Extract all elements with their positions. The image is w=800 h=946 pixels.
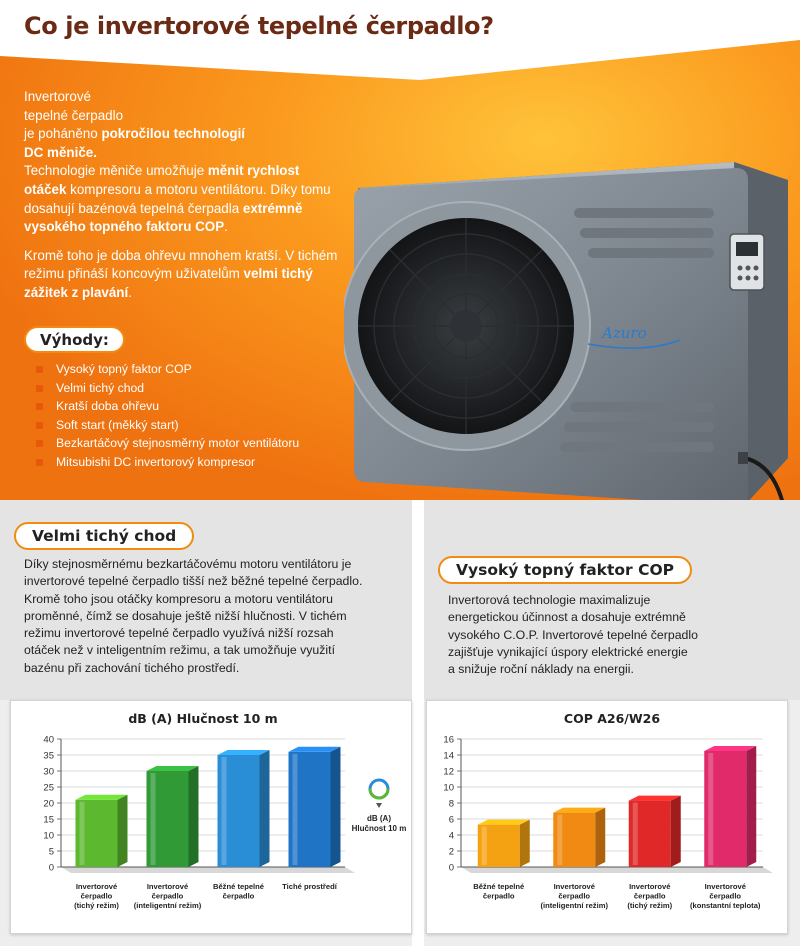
bar	[629, 796, 681, 867]
y-tick-label: 2	[448, 846, 454, 858]
benefit-item: Soft start (měkký start)	[36, 416, 299, 435]
body-text: Invertorové	[24, 89, 91, 104]
x-tick-label: (inteligentní režim)	[540, 901, 609, 910]
legend	[352, 780, 407, 833]
body-text: .	[128, 284, 132, 300]
chart-floor	[461, 867, 773, 873]
x-tick-label: Invertorové	[75, 882, 118, 891]
x-tick-label: čerpadlo	[222, 891, 255, 901]
x-tick-label: Běžné tepelné	[212, 882, 265, 891]
y-tick-label: 35	[43, 750, 54, 762]
brand-logo: Azuro	[602, 324, 647, 342]
x-tick-label: čerpadlo	[558, 891, 591, 901]
y-tick-label: 20	[43, 798, 54, 810]
page-title: Co je invertorové tepelné čerpadlo?	[24, 12, 494, 40]
chart-title: dB (A) Hlučnost 10 m	[128, 711, 278, 726]
quiet-heading: Velmi tichý chod	[14, 522, 194, 550]
column-gap	[412, 500, 424, 946]
x-tick-label: čerpadlo	[80, 891, 113, 901]
benefits-list	[36, 360, 299, 472]
noise-chart-svg	[11, 701, 413, 935]
x-tick-label: čerpadlo	[482, 891, 515, 901]
highlight-text: velmi tichý zážitek z plavání	[24, 266, 313, 300]
bar	[76, 795, 128, 867]
x-tick-label: Běžné tepelné	[473, 882, 525, 891]
x-tick-label: (tichý režim)	[627, 901, 673, 910]
y-tick-label: 16	[443, 734, 454, 746]
bullet-icon	[36, 440, 43, 447]
cop-chart	[426, 700, 788, 934]
y-tick-label: 15	[43, 814, 54, 826]
cop-heading: Vysoký topný faktor COP	[438, 556, 692, 584]
body-text: kompresoru a motoru ventilátoru. Díky tomu dosahují bazénová tepelná čerpadla	[24, 181, 331, 216]
y-tick-label: 6	[448, 814, 454, 826]
y-tick-label: 10	[43, 830, 54, 842]
benefit-item: Bezkartáčový stejnosměrný motor ventilátoru	[36, 434, 299, 453]
bullet-icon	[36, 366, 43, 373]
quiet-text: Díky stejnosměrnému bezkartáčovému motoru ventilátoru je invertorové tepelné čerpadlo tišší než běžné tepelné čerpadlo. Kromě toho jsou otáčky kompresoru a motoru ventilátoru proměnné, čímž se dosahuje ještě nižší hlučnosti. V tichém režimu invertorové tepelné čerpadlo využívá nižší rozsah otáček než v inteligentním režimu, a tak umožňuje využití bazénu při zachování tichého prostředí.	[24, 557, 363, 675]
highlight-text: DC měniče.	[24, 144, 97, 160]
y-tick-label: 10	[443, 782, 454, 794]
x-tick-label: (tichý režim)	[74, 901, 119, 910]
intro-paragraph-2	[24, 247, 344, 303]
bullet-icon	[36, 403, 43, 410]
intro-text	[24, 88, 344, 313]
y-tick-label: 0	[48, 862, 54, 874]
x-tick-label: (konstantní teplota)	[690, 901, 761, 910]
x-tick-label: Tiché prostředí	[282, 882, 337, 891]
body-text: tepelné čerpadlo	[24, 107, 124, 123]
x-tick-label: čerpadlo	[709, 891, 742, 901]
highlight-text: pokročilou technologií	[101, 126, 246, 142]
y-tick-label: 40	[43, 734, 54, 746]
intro-paragraph-1	[24, 88, 344, 237]
bar	[147, 766, 199, 867]
y-tick-label: 12	[443, 766, 454, 778]
heat-pump-image	[344, 158, 800, 500]
bar	[478, 820, 530, 867]
body-text: Kromě toho je doba ohřevu mnohem kratší. V tichém režimu přináší koncovým uživatelům	[24, 247, 338, 282]
benefit-item: Velmi tichý chod	[36, 379, 299, 398]
y-tick-label: 8	[448, 798, 454, 810]
highlight-text: extrémně vysokého topného faktoru COP	[24, 200, 303, 235]
x-tick-label: (inteligentní režim)	[133, 901, 202, 910]
bar	[704, 746, 756, 867]
cop-chart-svg	[427, 701, 789, 935]
x-tick-label: čerpadlo	[633, 891, 666, 901]
title-bar	[0, 0, 800, 60]
legend-label: dB (A)	[367, 814, 391, 823]
quiet-panel	[0, 500, 412, 700]
body-text: je poháněno	[24, 126, 102, 142]
bullet-icon	[36, 422, 43, 429]
chart-title: COP A26/W26	[563, 711, 661, 726]
benefit-item: Mitsubishi DC invertorový kompresor	[36, 453, 299, 472]
body-text: Technologie měniče umožňuje	[24, 163, 208, 179]
benefit-item: Kratší doba ohřevu	[36, 397, 299, 416]
body-text: .	[224, 219, 228, 235]
bar	[218, 750, 270, 867]
y-tick-label: 25	[43, 782, 54, 794]
x-tick-label: Invertorové	[629, 882, 671, 891]
benefits-heading: Výhody:	[24, 326, 125, 353]
x-tick-label: čerpadlo	[151, 891, 184, 901]
cop-text: Invertorová technologie maximalizuje energetickou účinnost a dosahuje extrémně vysokého C.O.P. Invertorové tepelné čerpadlo zajišťuje vynikající úspory elektrické energie a snižuje roční náklady na energii.	[448, 593, 698, 677]
y-tick-label: 0	[448, 862, 454, 874]
y-tick-label: 14	[443, 750, 454, 762]
highlight-text: měnit rychlost otáček	[24, 163, 300, 197]
benefit-item: Vysoký topný faktor COP	[36, 360, 299, 379]
cop-panel	[424, 500, 800, 700]
y-tick-label: 4	[448, 830, 454, 842]
x-tick-label: Invertorové	[553, 882, 595, 891]
x-tick-label: Invertorové	[146, 882, 189, 891]
bullet-icon	[36, 459, 43, 466]
y-tick-label: 30	[43, 766, 54, 778]
x-tick-label: Invertorové	[704, 882, 746, 891]
noise-chart	[10, 700, 412, 934]
bar	[553, 808, 605, 867]
bullet-icon	[36, 385, 43, 392]
y-tick-label: 5	[48, 846, 54, 858]
bar	[289, 747, 341, 867]
chart-floor	[61, 867, 355, 873]
legend-label: Hlučnost 10 m	[351, 824, 407, 833]
